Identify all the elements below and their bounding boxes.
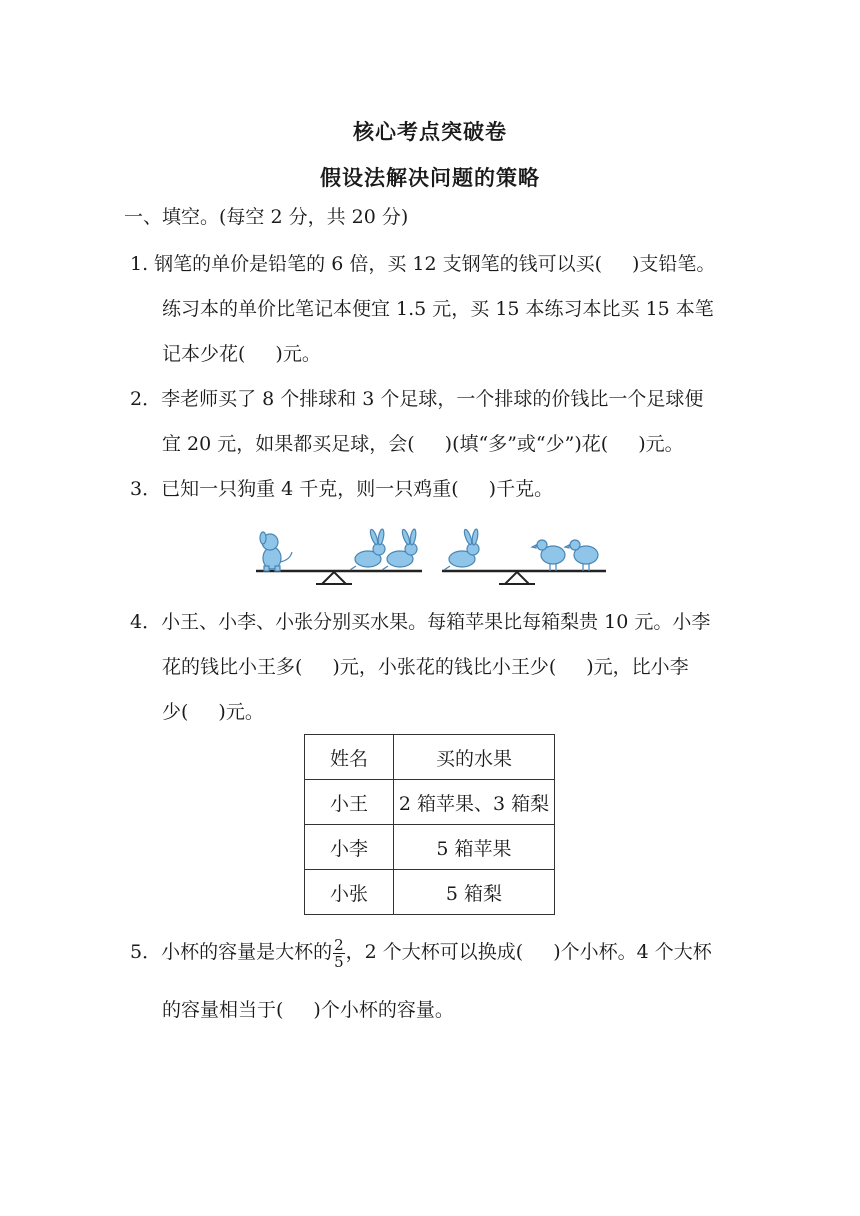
question-2-line-1: 2．李老师买了 8 个排球和 3 个足球，一个排球的价钱比一个足球便 (130, 388, 704, 410)
question-1-line-3 (162, 342, 321, 366)
fraction-numerator: 2 (334, 935, 344, 954)
balance-scale-left (256, 529, 422, 584)
fruit-table (304, 734, 555, 915)
q1-text-a: 1. 钢笔的单价是铅笔的 6 倍，买 12 支钢笔的钱可以买( (130, 253, 603, 275)
q5-text-b: ，2 个大杯可以换成( (345, 941, 524, 963)
table-cell-name: 小李 (305, 825, 394, 870)
balance-scales-illustration (250, 528, 612, 588)
question-1-line-1 (130, 252, 715, 276)
question-5-line-2 (162, 998, 454, 1022)
q4-text-e: )元。 (218, 701, 264, 723)
q4-text-b: )元，小张花的钱比小王少( (332, 656, 557, 678)
balance-scale-right (442, 529, 606, 584)
q5-text-d: 的容量相当于( (162, 999, 284, 1021)
table-cell-fruit: 5 箱苹果 (394, 825, 555, 870)
question-1-line-2: 练习本的单价比笔记本便宜 1.5 元，买 15 本练习本比买 15 本笔 (162, 298, 714, 320)
question-5-line-1 (130, 932, 712, 972)
table-cell-fruit: 2 箱苹果、3 箱梨 (394, 780, 555, 825)
question-3-line-1 (130, 477, 553, 501)
fraction-denominator: 5 (334, 952, 344, 971)
chicken-icon (532, 540, 565, 571)
table-header-name: 姓名 (305, 735, 394, 780)
q1-text-d: )元。 (275, 343, 321, 365)
question-4-line-3 (162, 700, 264, 724)
question-4-line-2 (162, 655, 689, 679)
q2-text-b: )(填“多”或“少”)花( (444, 433, 609, 455)
q2-text-a: 宜 20 元，如果都买足球，会( (162, 433, 415, 455)
q5-text-a: 5．小杯的容量是大杯的 (130, 941, 333, 963)
table-row (305, 870, 555, 915)
table-header-row (305, 735, 555, 780)
table-row (305, 825, 555, 870)
chicken-icon (565, 540, 598, 571)
page-subtitle: 假设法解决问题的策略 (320, 166, 540, 190)
dog-icon (260, 532, 292, 571)
table-header-fruit: 买的水果 (394, 735, 555, 780)
rabbit-icon (350, 529, 385, 570)
q4-text-d: 少( (162, 701, 189, 723)
question-2-line-2 (162, 432, 684, 456)
q3-text-a: 3．已知一只狗重 4 千克，则一只鸡重( (130, 478, 459, 500)
rabbit-icon (444, 529, 479, 570)
q4-text-c: )元，比小李 (586, 656, 689, 678)
question-4-line-1: 4．小王、小李、小张分别买水果。每箱苹果比每箱梨贵 10 元。小李 (130, 611, 711, 633)
table-cell-name: 小张 (305, 870, 394, 915)
q1-text-b: )支铅笔。 (632, 253, 716, 275)
q4-text-a: 花的钱比小王多( (162, 656, 303, 678)
table-row (305, 780, 555, 825)
fraction-two-fifths (333, 937, 345, 970)
q2-text-c: )元。 (638, 433, 684, 455)
q3-text-b: )千克。 (488, 478, 554, 500)
table-cell-name: 小王 (305, 780, 394, 825)
q5-text-c: )个小杯。4 个大杯 (553, 941, 712, 963)
rabbit-icon (382, 529, 417, 570)
page-title: 核心考点突破卷 (353, 120, 507, 144)
section-heading: 一、填空。(每空 2 分，共 20 分) (124, 206, 409, 228)
table-cell-fruit: 5 箱梨 (394, 870, 555, 915)
q5-text-e: )个小杯的容量。 (313, 999, 454, 1021)
q1-text-c: 记本少花( (162, 343, 246, 365)
